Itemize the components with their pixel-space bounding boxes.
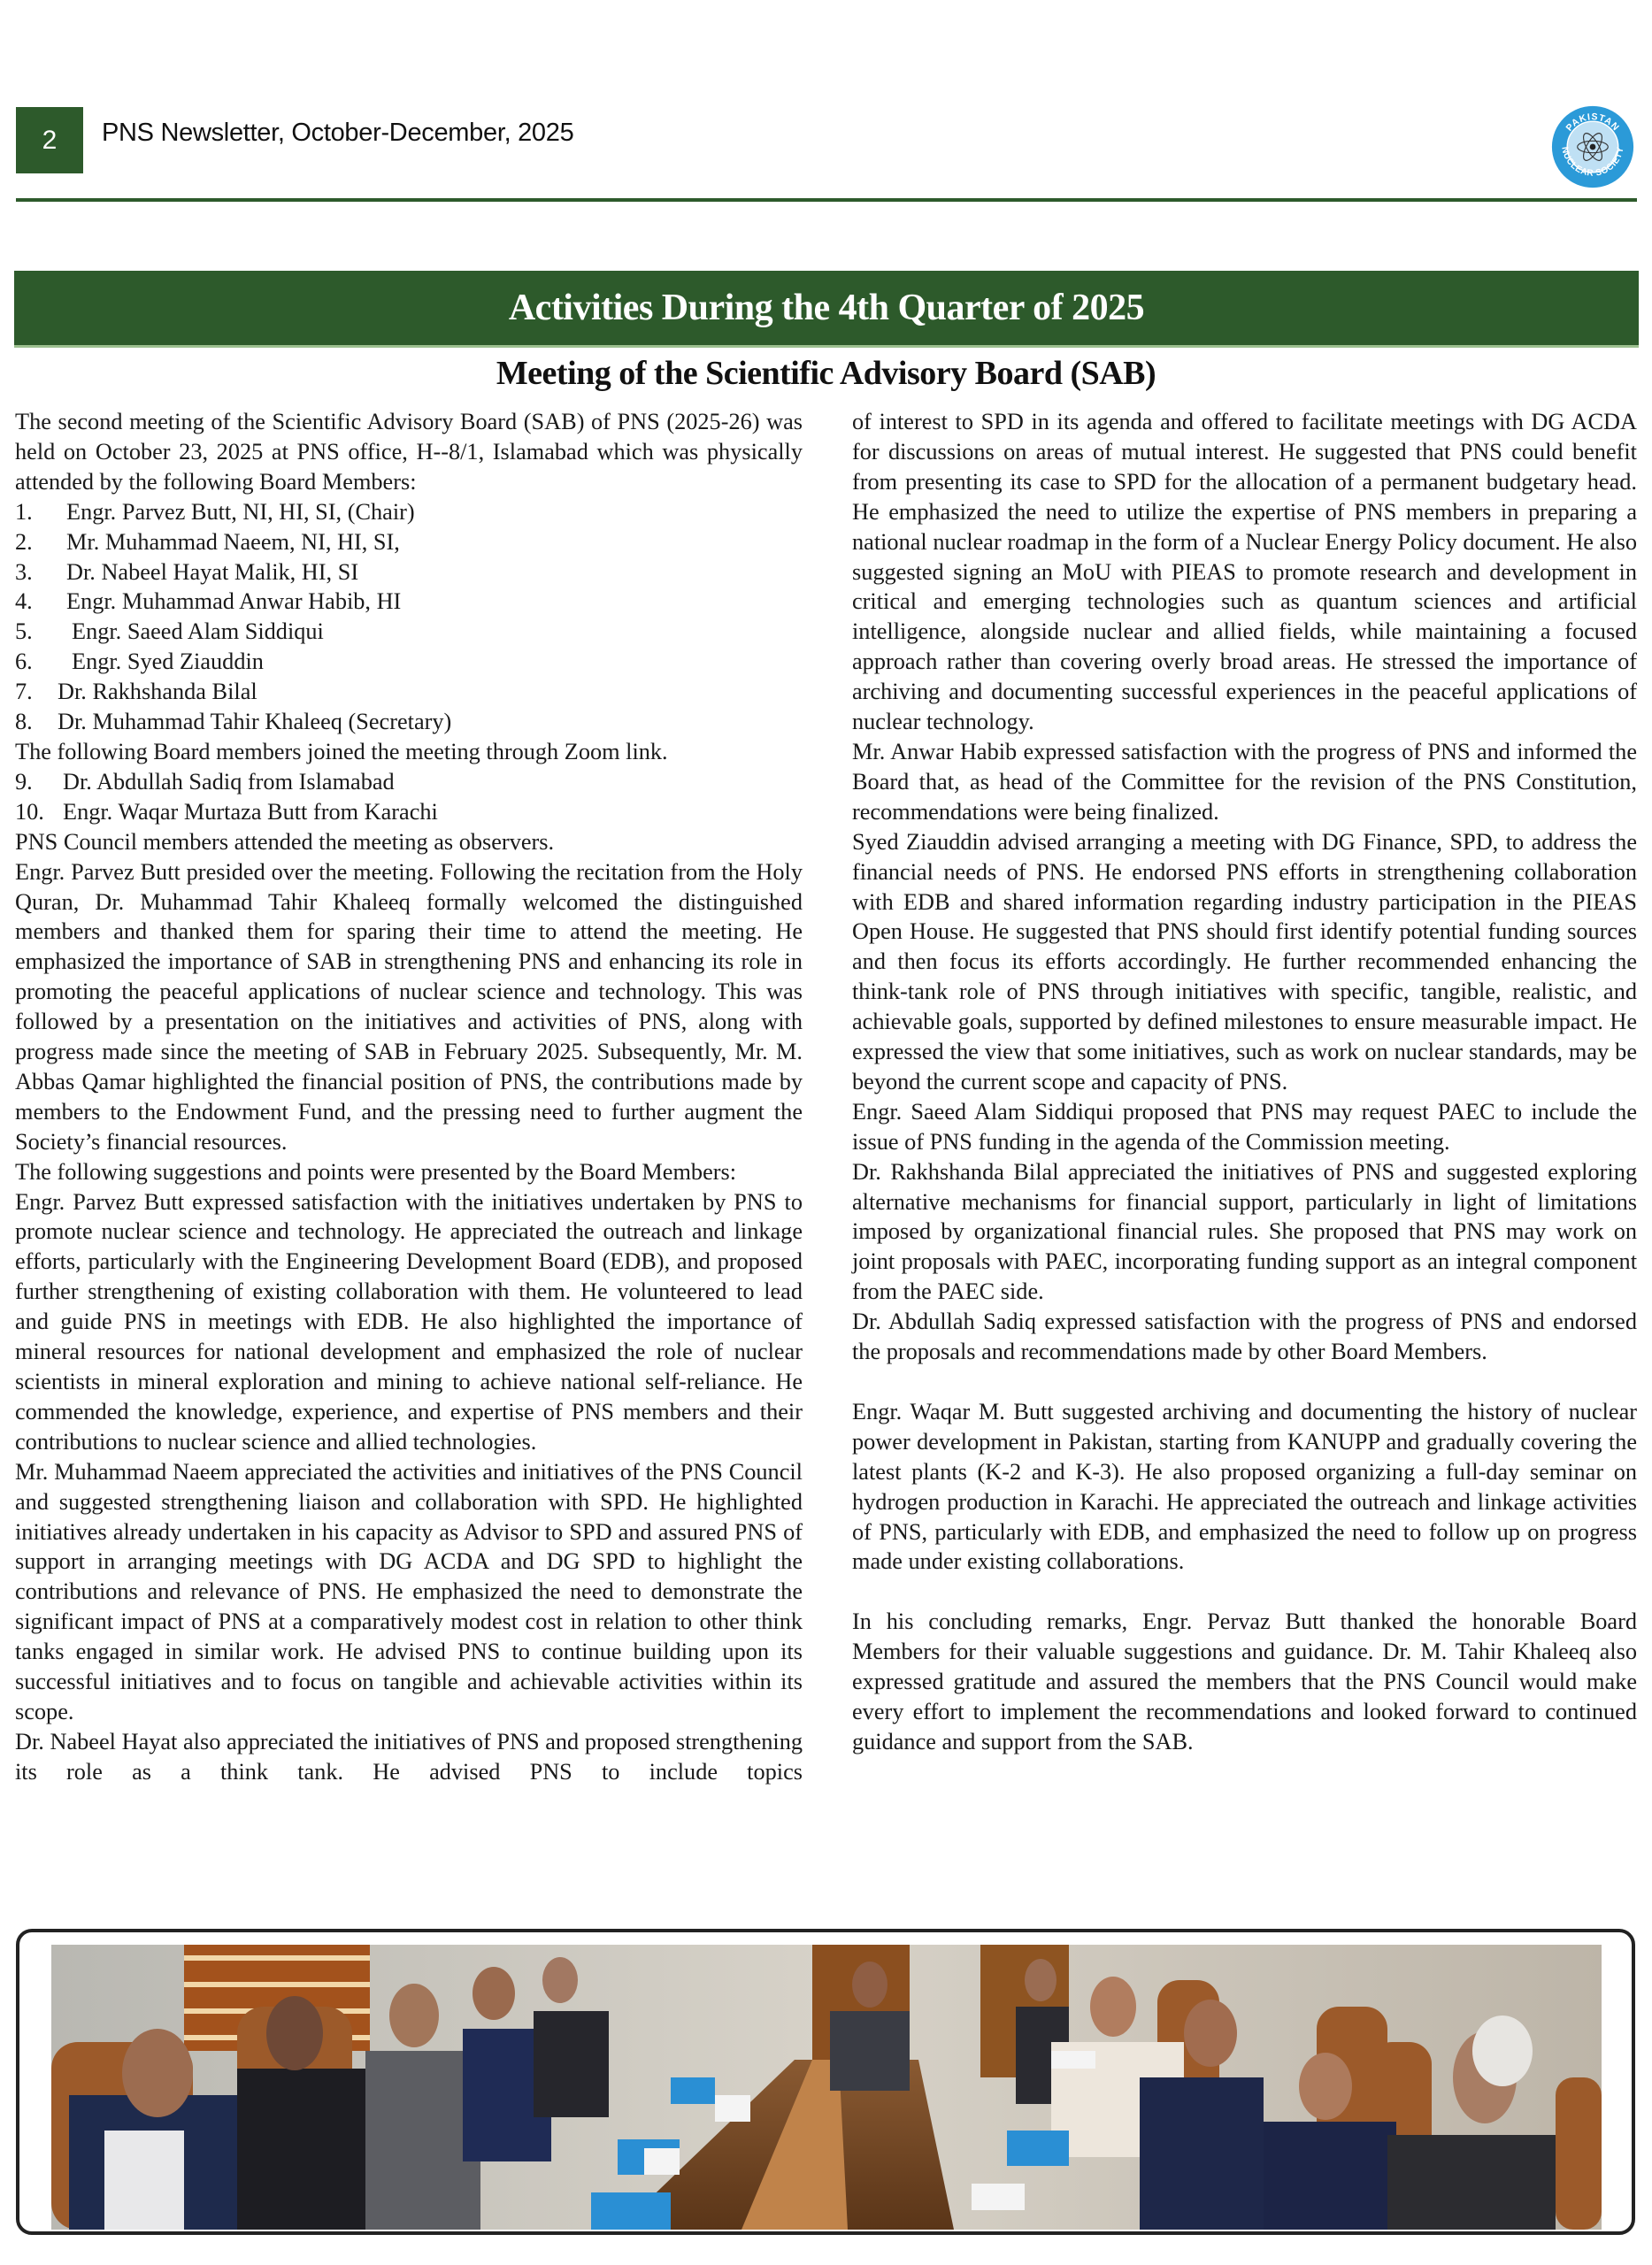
article-title: Meeting of the Scientific Advisory Board (SAB) xyxy=(496,355,1156,392)
pakistan-nuclear-society-logo-icon xyxy=(1550,104,1635,189)
list-item: 2. Mr. Muhammad Naeem, NI, HI, SI, xyxy=(15,528,400,555)
section-banner xyxy=(14,271,1639,348)
paragraph: Dr. Nabeel Hayat also appreciated the initiatives of PNS and proposed strengthening its role as a think tank. He advised PNS to include topics xyxy=(15,1728,803,1785)
paragraph: Engr. Parvez Butt expressed satisfaction with the initiatives undertaken by PNS to promote nuclear science and technology. He appreciated the outreach and linkage efforts, particularly with the Engineering Development Board (EDB), and proposed further strengthening of existing collaboration with them. He volunteered to lead and guide PNS in meetings with EDB. He also highlighted the importance of mineral resources for national development and emphasized the role of nuclear scientists in mineral exploration and mining to achieve national self-reliance. He commended the knowledge, experience, and expertise of PNS members and their contributions to nuclear science and allied technologies. xyxy=(15,1188,803,1455)
list-item: 5. Engr. Saeed Alam Siddiqui xyxy=(15,618,324,645)
conclusion-paragraph: In his concluding remarks, Engr. Pervaz Butt thanked the honorable Board Members for their valuable suggestions and guidance. Dr. M. Tahir Khaleeq also expressed gratitude and assured the members that the PNS Council would make every effort to implement the recommendations and looked forward to continued guidance and support from the SAB. xyxy=(852,1609,1637,1754)
list-item: 7. Dr. Rakhshanda Bilal xyxy=(15,679,257,705)
paragraph: of interest to SPD in its agenda and offered to facilitate meetings with DG ACDA for discussions on areas of mutual interest. He suggested that PNS could benefit from presenting its case to SPD for the allocation of a permanent budgetary head. He emphasized the need to utilize the expertise of PNS members in preparing a national nuclear roadmap in the form of a Nuclear Energy Policy document. He also suggested signing an MoU with PIEAS to promote research and development in critical and emerging technologies such as quantum sciences and artificial intelligence, alongside nuclear and allied fields, while maintaining a focused approach rather than covering overly broad areas. He stressed the importance of archiving and documenting successful experiences in the peaceful applications of nuclear technology. xyxy=(852,409,1637,735)
zoom-members-list xyxy=(15,767,803,827)
paragraph: Dr. Rakhshanda Bilal appreciated the initiatives of PNS and suggested exploring alternative mechanisms for financial support, particularly in light of limitations imposed by organizational financial rules. She proposed that PNS may work on joint proposals with PAEC, incorporating funding support as an integral component from the PAEC side. xyxy=(852,1158,1637,1305)
svg-text:NUCLEAR SOCIETY: NUCLEAR SOCIETY xyxy=(1559,146,1626,179)
section-title: Activities During the 4th Quarter of 2025 xyxy=(508,288,1145,328)
list-item: 6. Engr. Syed Ziauddin xyxy=(15,649,264,675)
paragraph-gap xyxy=(852,1577,1637,1607)
paragraph: Syed Ziauddin advised arranging a meeting with DG Finance, SPD, to address the financial needs of PNS. He endorsed PNS efforts in strengthening collaboration with EDB and shared information regarding industry participation in the PIEAS Open House. He suggested that PNS should first identify potential funding sources and then focus its efforts accordingly. He further recommended enhancing the think-tank role of PNS through initiatives with specific, tangible, realistic, and achievable goals, supported by defined milestones to ensure measurable impact. He expressed the view that some initiatives, such as work on nuclear standards, may be beyond the current scope and capacity of PNS. xyxy=(852,828,1637,1094)
header-divider xyxy=(16,198,1637,202)
paragraph: Dr. Abdullah Sadiq expressed satisfaction with the progress of PNS and endorsed the proposals and recommendations made by other Board Members. xyxy=(852,1309,1637,1365)
zoom-intro: The following Board members joined the meeting through Zoom link. xyxy=(15,738,668,764)
svg-text:PAKISTAN: PAKISTAN xyxy=(1564,111,1622,134)
list-item: 8. Dr. Muhammad Tahir Khaleeq (Secretary) xyxy=(15,709,452,735)
list-item: 3. Dr. Nabeel Hayat Malik, HI, SI xyxy=(15,558,359,585)
page-number-badge xyxy=(16,107,83,173)
intro-paragraph: The second meeting of the Scientific Advisory Board (SAB) of PNS (2025-26) was held on October 23, 2025 at PNS office, H--8/1, Islamabad which was physically attended by the following Board Members: xyxy=(15,409,803,495)
meeting-photo-illustration xyxy=(51,1945,1602,2230)
paragraph: The following suggestions and points were presented by the Board Members: xyxy=(15,1158,737,1185)
right-column xyxy=(852,407,1637,1757)
left-column xyxy=(15,407,803,1787)
physical-members-list xyxy=(15,497,803,737)
paragraph: Engr. Saeed Alam Siddiqui proposed that PNS may request PAEC to include the issue of PNS funding in the agenda of the Commission meeting. xyxy=(852,1098,1637,1155)
observers-note: PNS Council members attended the meeting as observers. xyxy=(15,828,555,855)
list-item: 9. Dr. Abdullah Sadiq from Islamabad xyxy=(15,768,395,795)
paragraph-gap xyxy=(852,1367,1637,1397)
paragraph: Engr. Waqar M. Butt suggested archiving and documenting the history of nuclear power development in Pakistan, starting from KANUPP and gradually covering the latest plants (K-2 and K-3). He also proposed organizing a full-day seminar on hydrogen production in Karachi. He appreciated the outreach and linkage activities of PNS, particularly with EDB, and emphasized the need to follow up on progress made under existing collaborations. xyxy=(852,1398,1637,1575)
list-item: 10. Engr. Waqar Murtaza Butt from Karachi xyxy=(15,798,438,825)
paragraph: Mr. Muhammad Naeem appreciated the activities and initiatives of the PNS Council and suggested strengthening liaison and collaboration with SPD. He highlighted initiatives already undertaken in his capacity as Advisor to SPD and assured PNS of support in arranging meetings with DG ACDA and DG SPD to highlight the contributions and relevance of PNS. He emphasized the need to demonstrate the significant impact of PNS at a comparatively modest cost in relation to other think tanks engaged in similar work. He advised PNS to continue building upon its successful initiatives and to focus on tangible and achievable activities within its scope. xyxy=(15,1458,803,1724)
newsletter-title: PNS Newsletter, October-December, 2025 xyxy=(102,119,574,147)
list-item: 4. Engr. Muhammad Anwar Habib, HI xyxy=(15,588,402,615)
list-item: 1. Engr. Parvez Butt, NI, HI, SI, (Chair) xyxy=(15,498,415,525)
paragraph: Engr. Parvez Butt presided over the meeting. Following the recitation from the Holy Quran, Dr. Muhammad Tahir Khaleeq formally welcomed the distinguished members and thanked them for sparing their time to attend the meeting. He emphasized the importance of SAB in strengthening PNS and enhancing its role in promoting the peaceful applications of nuclear science and technology. This was followed by a presentation on the initiatives and activities of PNS, along with progress made since the meeting of SAB in February 2025. Subsequently, Mr. M. Abbas Qamar highlighted the financial position of PNS, the contributions made by members to the Endowment Fund, and the pressing need to further augment the Society’s financial resources. xyxy=(15,858,803,1155)
meeting-photo xyxy=(51,1945,1602,2230)
paragraph: Mr. Anwar Habib expressed satisfaction with the progress of PNS and informed the Board that, as head of the Committee for the revision of the PNS Constitution, recommendations were being finalized. xyxy=(852,738,1637,825)
page-number: 2 xyxy=(42,125,58,155)
